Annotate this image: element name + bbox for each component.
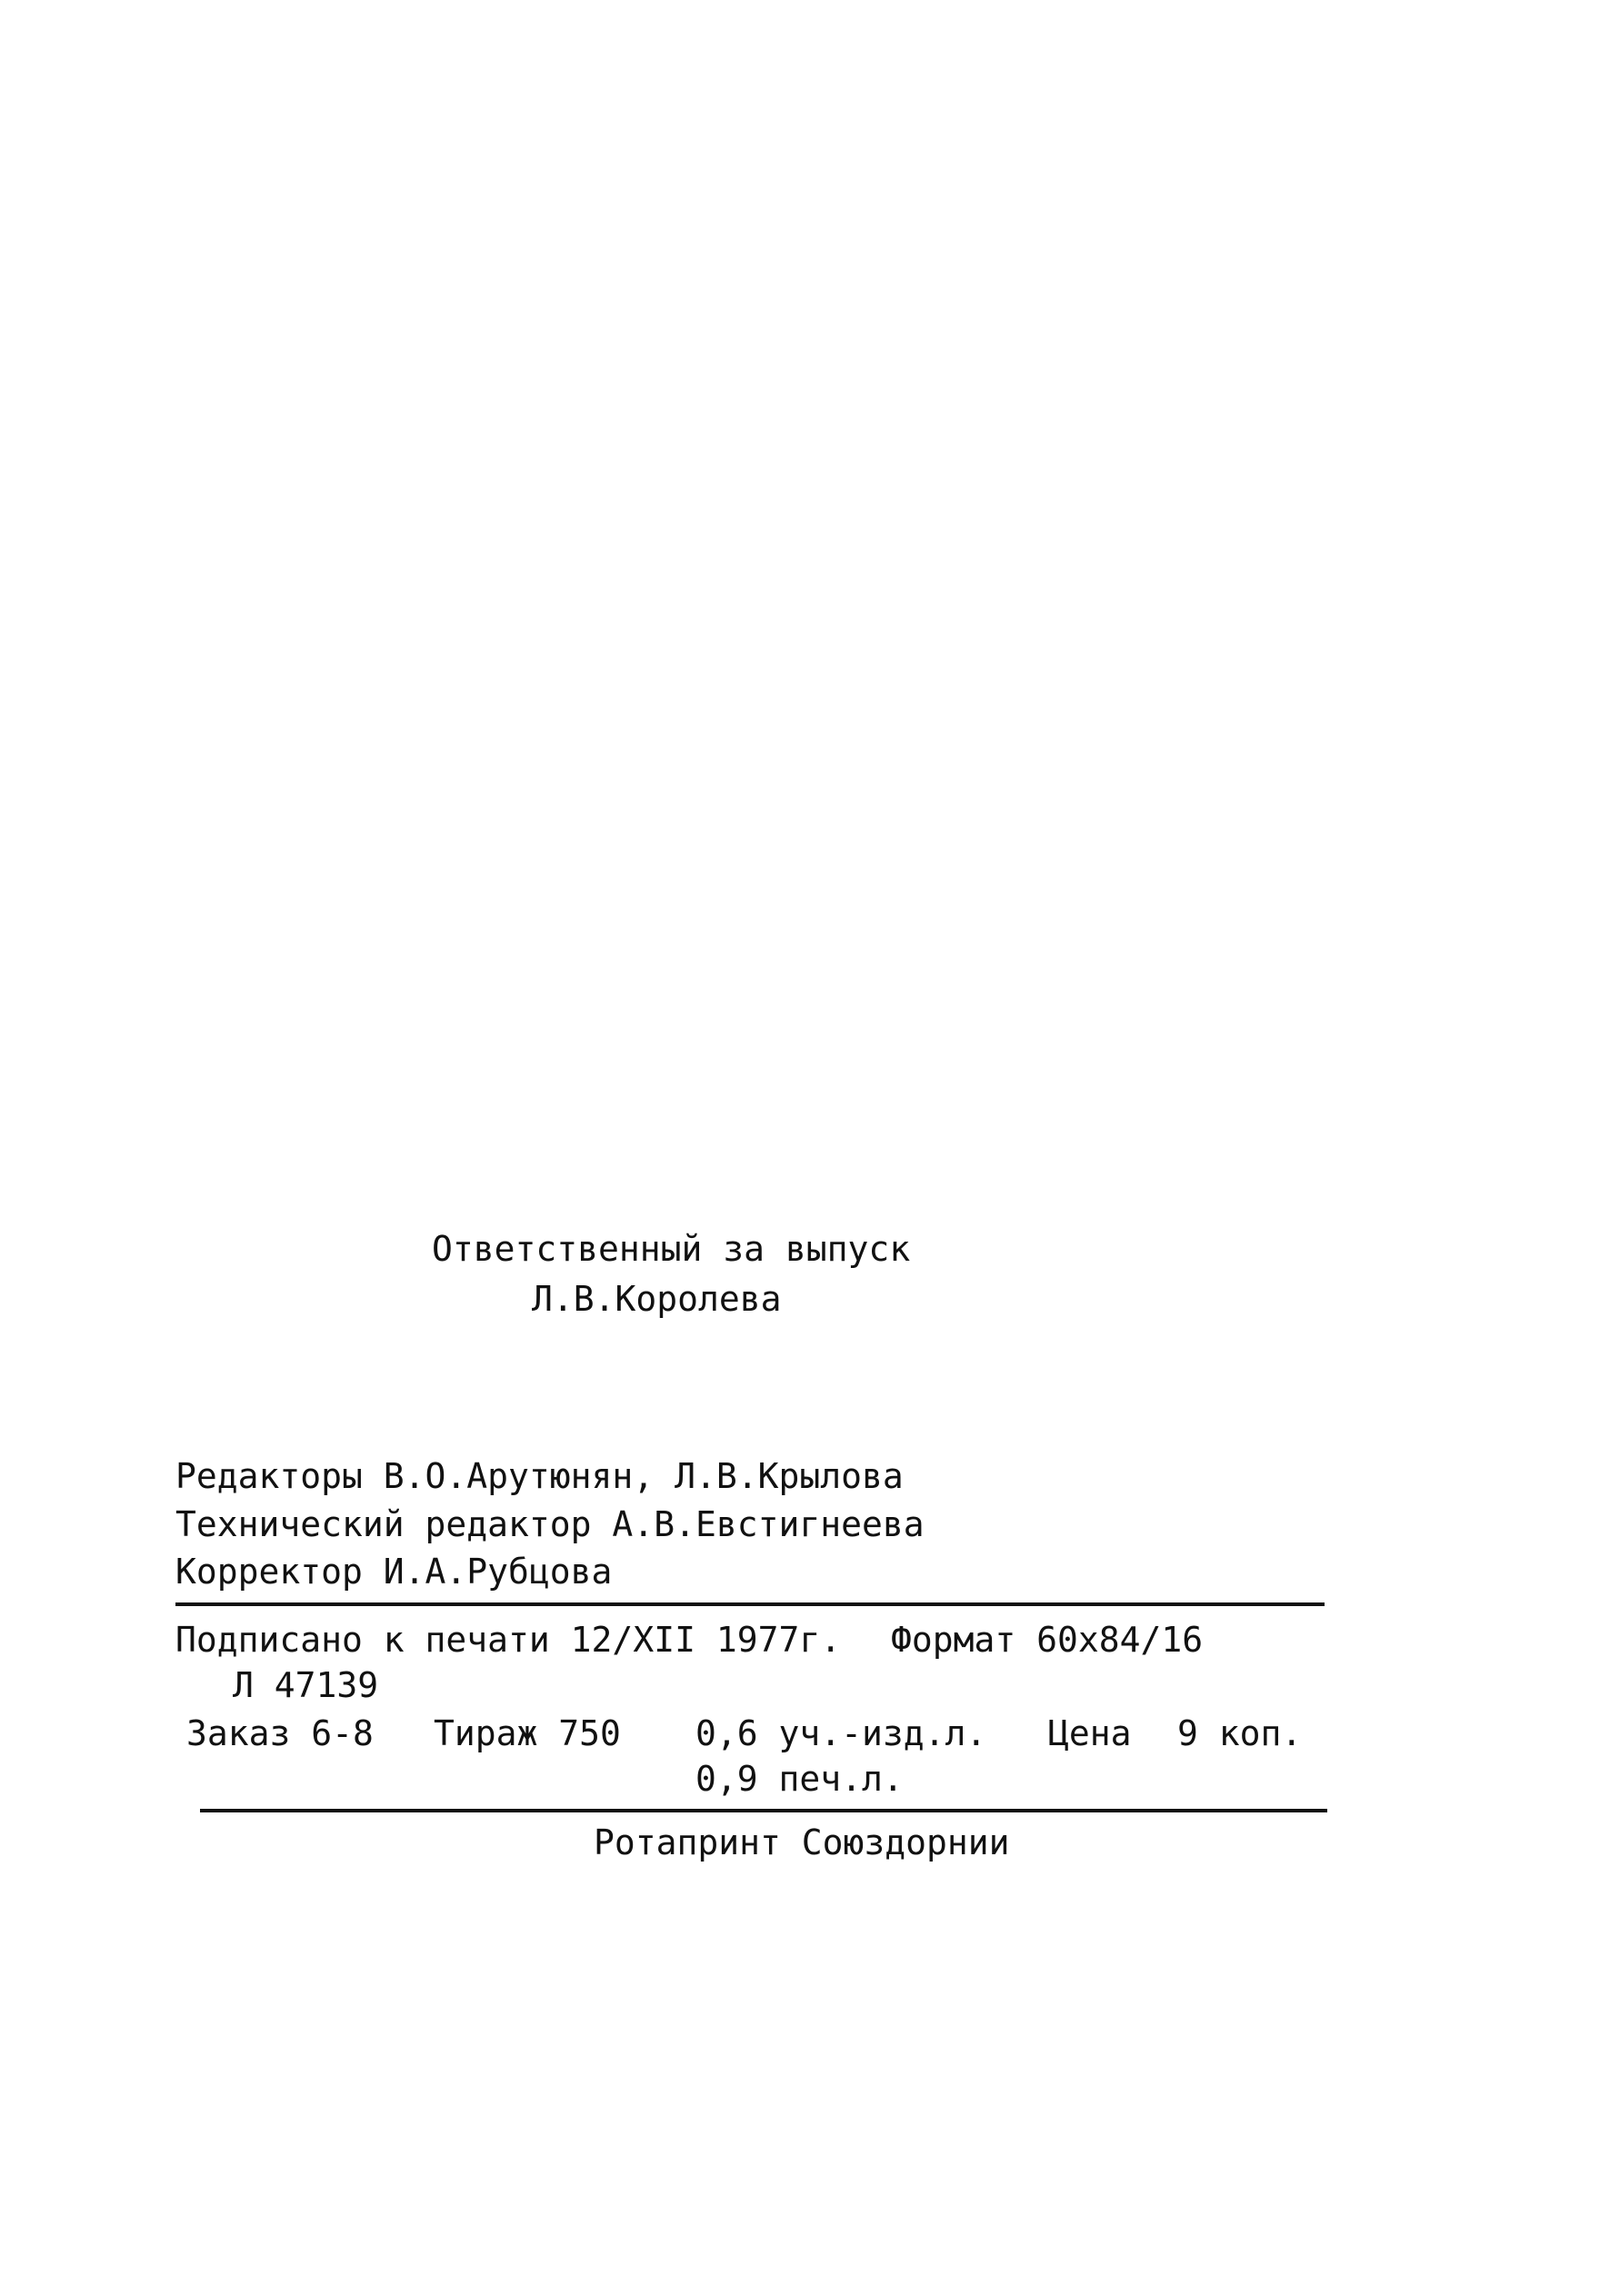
top-divider — [175, 1602, 1325, 1606]
printer-line: Ротапринт Союздорнии — [594, 1822, 1010, 1862]
imprint-price-label: Цена — [1048, 1713, 1132, 1753]
credits-editors: Редакторы В.О.Арутюнян, Л.В.Крылова — [175, 1456, 904, 1496]
imprint-print-sheets: 0,9 печ.л. — [695, 1759, 904, 1799]
imprint-format: Формат 60х84/16 — [891, 1620, 1204, 1660]
credits-technical-editor: Технический редактор А.В.Евстигнеева — [175, 1504, 925, 1544]
imprint-order: Заказ 6-8 — [186, 1713, 374, 1753]
imprint-print-run: Тираж 750 — [434, 1713, 621, 1753]
imprint-license: Л 47139 — [233, 1665, 379, 1705]
credits-proofreader: Корректор И.А.Рубцова — [175, 1552, 613, 1592]
imprint-price-value: 9 коп. — [1177, 1713, 1303, 1753]
bottom-divider — [200, 1809, 1327, 1812]
responsible-name: Л.В.Королева — [532, 1279, 782, 1319]
responsible-label: Ответственный за выпуск — [432, 1229, 911, 1269]
imprint-signed: Подписано к печати 12/XII 1977г. — [175, 1620, 842, 1660]
imprint-pub-sheets: 0,6 уч.-изд.л. — [695, 1713, 987, 1753]
